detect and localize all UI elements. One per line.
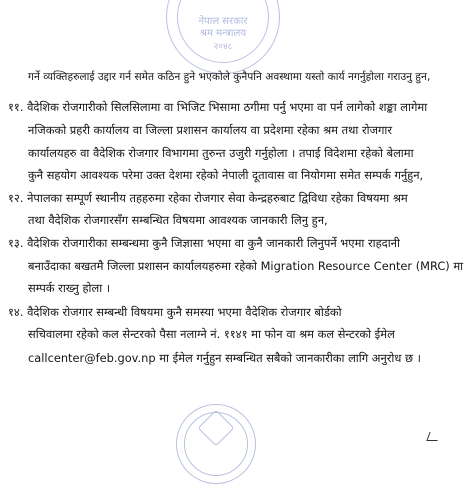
paragraph-line: १४. वैदेशिक रोजगार सम्बन्धी विषयमा कुनै समस्या भएमा वैदेशिक रोजगार बोर्डको <box>8 305 342 319</box>
government-seal-top <box>166 0 280 74</box>
seal-text-line3: २०४८ <box>213 42 233 52</box>
paragraph-line: गर्ने व्यक्तिहरुलाई उद्दार गर्न समेत कठिन हुने भएकोले कुनैपनि अवस्थामा यस्तो कार्य नगर्नुहोला गराउनु हुन, <box>28 71 431 83</box>
government-seal-bottom <box>176 404 256 484</box>
paragraph-line: बनाउँदाका बखतमै जिल्ला प्रशासन कार्यालयहरुमा रहेको Migration Resource Center (MRC) मा <box>28 259 464 273</box>
paragraph-line: १२. नेपालका सम्पूर्ण स्थानीय तहहरुमा रहेका रोजगार सेवा केन्द्रहरुबाट द्विविधा रहेका विषयमा श्रम <box>8 191 408 205</box>
paragraph-line: नजिकको प्रहरी कार्यालय वा जिल्ला प्रशासन कार्यालय वा प्रदेशमा रहेका श्रम तथा रोजगार <box>28 123 393 137</box>
paragraph-line: सम्पर्क राख्नु होला । <box>28 281 111 295</box>
seal-text-line1: नेपाल सरकार <box>198 16 248 27</box>
paragraph-line: कुनै सहयोग आवश्यक परेमा उक्त देशमा रहेको नेपाली दूतावास वा नियोगमा समेत सम्पर्क गर्नुहुन, <box>28 168 424 182</box>
paragraph-line: callcenter@feb.gov.np मा ईमेल गर्नुहुन सम्बन्धित सबैको जानकारीका लागि अनुरोध छ । <box>28 351 421 365</box>
signature-mark <box>426 432 440 441</box>
paragraph-line: तथा वैदेशिक रोजगारसँग सम्बन्धित विषयमा आवश्यक जानकारी लिनु हुन, <box>28 213 328 227</box>
paragraph-line: १३. वैदेशिक रोजगारीका सम्बन्धमा कुनै जिज्ञासा भएमा वा कुनै जानकारी लिनुपर्ने भएमा राहदानी <box>8 236 400 250</box>
paragraph-line: सचिवालमा रहेको कल सेन्टरको पैसा नलाग्ने नं. ११४१ मा फोन वा श्रम कल सेन्टरको ईमेल <box>28 327 395 341</box>
seal-text-line2: श्रम मन्त्रालय <box>199 28 247 39</box>
paragraph-line: कार्यालयहरु वा वैदेशिक रोजगार विभागमा तुरुन्त उजुरी गर्नुहोला । तपाई विदेशमा रहेको बेलामा <box>28 146 414 160</box>
paragraph-line: ११. वैदेशिक रोजगारीको सिलसिलामा वा भिजिट भिसामा ठगीमा पर्नु भएमा वा पर्न लागेको शङ्का लागेमा <box>8 100 428 114</box>
